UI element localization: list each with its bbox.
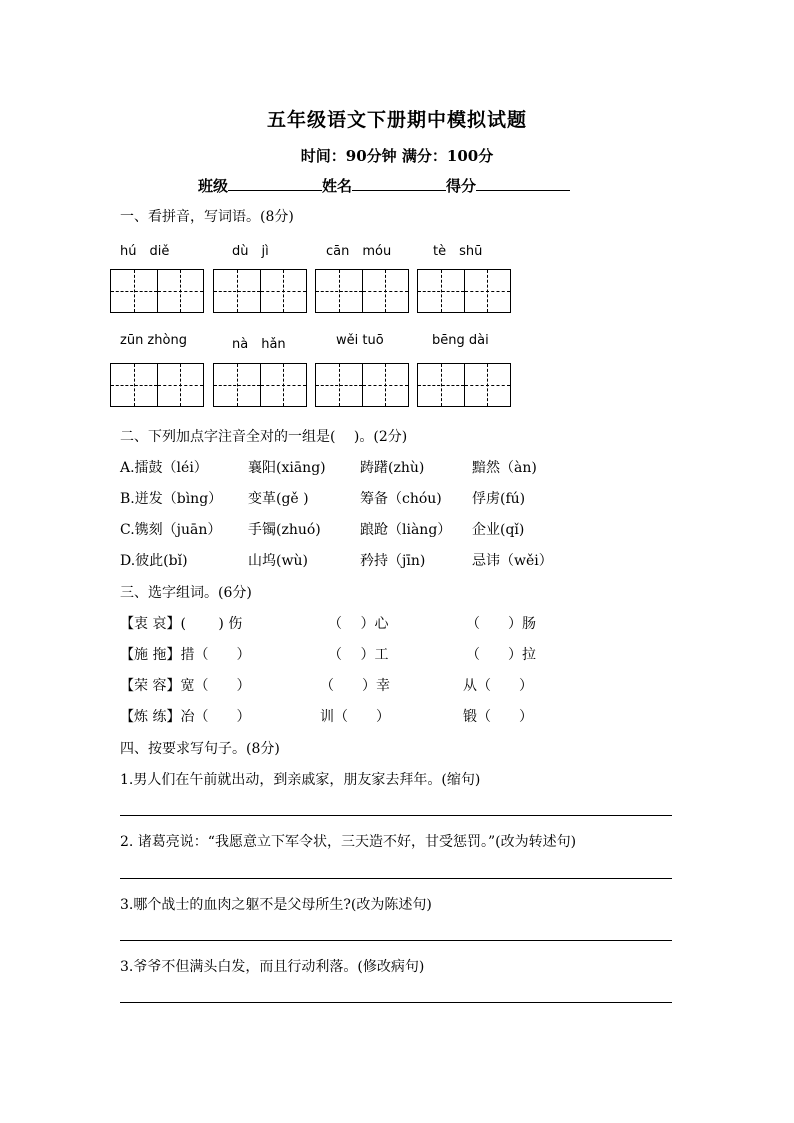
pinyin-5: zūn zhòng: [120, 333, 187, 348]
option-d-3: 矜持（jīn): [360, 553, 426, 569]
pinyin-2: dù jì: [232, 244, 269, 259]
answer-line[interactable]: [120, 815, 672, 816]
word-choice-4a: 【炼 练】冶（ ）: [120, 709, 251, 725]
option-a-1: A.擂鼓（léi）: [120, 460, 208, 476]
section4-heading: 四、按要求写句子。(8分): [120, 741, 280, 757]
option-d-1: D.彼此(bǐ): [120, 553, 188, 569]
tianzige-box[interactable]: [110, 363, 204, 407]
option-a-4: 黯然（àn): [472, 460, 537, 476]
sentence-question-1: 1.男人们在午前就出动，到亲戚家，朋友家去拜年。(缩句): [120, 772, 481, 788]
option-b-4: 俘虏(fú): [472, 491, 526, 507]
tianzige-box[interactable]: [417, 363, 511, 407]
sentence-question-2: 2. 诸葛亮说：“我愿意立下军令状，三天造不好，甘受惩罚。”(改为转述句): [120, 834, 577, 850]
pinyin-3: cān móu: [326, 244, 392, 259]
time-score-line: 时间：90分钟 满分：100分: [300, 147, 494, 165]
word-choice-2a: 【施 拖】措（ ）: [120, 647, 251, 663]
word-choice-1b: （ ）心: [328, 616, 389, 632]
option-d-2: 山坞(wù): [248, 553, 308, 569]
word-choice-4b: 训（ ）: [320, 709, 390, 725]
class-blank[interactable]: [228, 176, 322, 191]
sentence-question-3: 3.哪个战士的血肉之躯不是父母所生?(改为陈述句): [120, 897, 432, 913]
pinyin-7: wěi tuō: [336, 333, 384, 348]
score-blank[interactable]: [476, 176, 570, 191]
option-b-3: 筹备（chóu): [360, 491, 442, 507]
option-b-1: B.迸发（bìng）: [120, 491, 223, 507]
student-info-line: [198, 175, 570, 196]
word-choice-1a: 【衷 哀】( ) 伤: [120, 616, 243, 632]
name-blank[interactable]: [352, 176, 446, 191]
tianzige-box[interactable]: [417, 269, 511, 313]
tianzige-box[interactable]: [110, 269, 204, 313]
option-d-4: 忌讳（wěi）: [472, 553, 553, 569]
word-choice-3a: 【荣 容】宽（ ）: [120, 678, 251, 694]
option-c-4: 企业(qǐ): [472, 522, 525, 538]
pinyin-6: nà hǎn: [232, 337, 286, 352]
section3-heading: 三、选字组词。(6分): [120, 585, 252, 601]
page-title: 五年级语文下册期中模拟试题: [266, 109, 527, 131]
option-a-3: 踌躇(zhù): [360, 460, 425, 476]
pinyin-1: hú diě: [120, 244, 170, 259]
tianzige-box[interactable]: [213, 269, 307, 313]
answer-line[interactable]: [120, 940, 672, 941]
section1-heading: 一、看拼音，写词语。(8分): [120, 209, 294, 225]
tianzige-box[interactable]: [315, 363, 409, 407]
option-c-3: 踉跄（liàng）: [360, 522, 452, 538]
sentence-question-4: 3.爷爷不但满头白发，而且行动利落。(修改病句): [120, 959, 425, 975]
tianzige-box[interactable]: [315, 269, 409, 313]
answer-line[interactable]: [120, 878, 672, 879]
class-label: 班级: [198, 177, 229, 195]
word-choice-2b: （ ）工: [328, 647, 389, 663]
word-choice-1c: （ ）肠: [466, 616, 536, 632]
tianzige-box[interactable]: [213, 363, 307, 407]
word-choice-3c: 从（ ）: [463, 678, 533, 694]
word-choice-3b: （ ）幸: [320, 678, 390, 694]
section2-heading: 二、下列加点字注音全对的一组是( )。(2分): [120, 429, 408, 445]
word-choice-2c: （ ）拉: [466, 647, 536, 663]
option-c-2: 手镯(zhuó): [248, 522, 321, 538]
pinyin-4: tè shū: [433, 244, 483, 259]
name-label: 姓名: [322, 177, 353, 195]
option-a-2: 襄阳(xiāng): [248, 460, 326, 476]
answer-line[interactable]: [120, 1002, 672, 1003]
score-label: 得分: [446, 177, 477, 195]
option-c-1: C.镌刻（juān）: [120, 522, 222, 538]
word-choice-4c: 锻（ ）: [463, 709, 533, 725]
option-b-2: 变革(gě ): [248, 491, 309, 507]
pinyin-8: bēng dài: [432, 333, 489, 348]
